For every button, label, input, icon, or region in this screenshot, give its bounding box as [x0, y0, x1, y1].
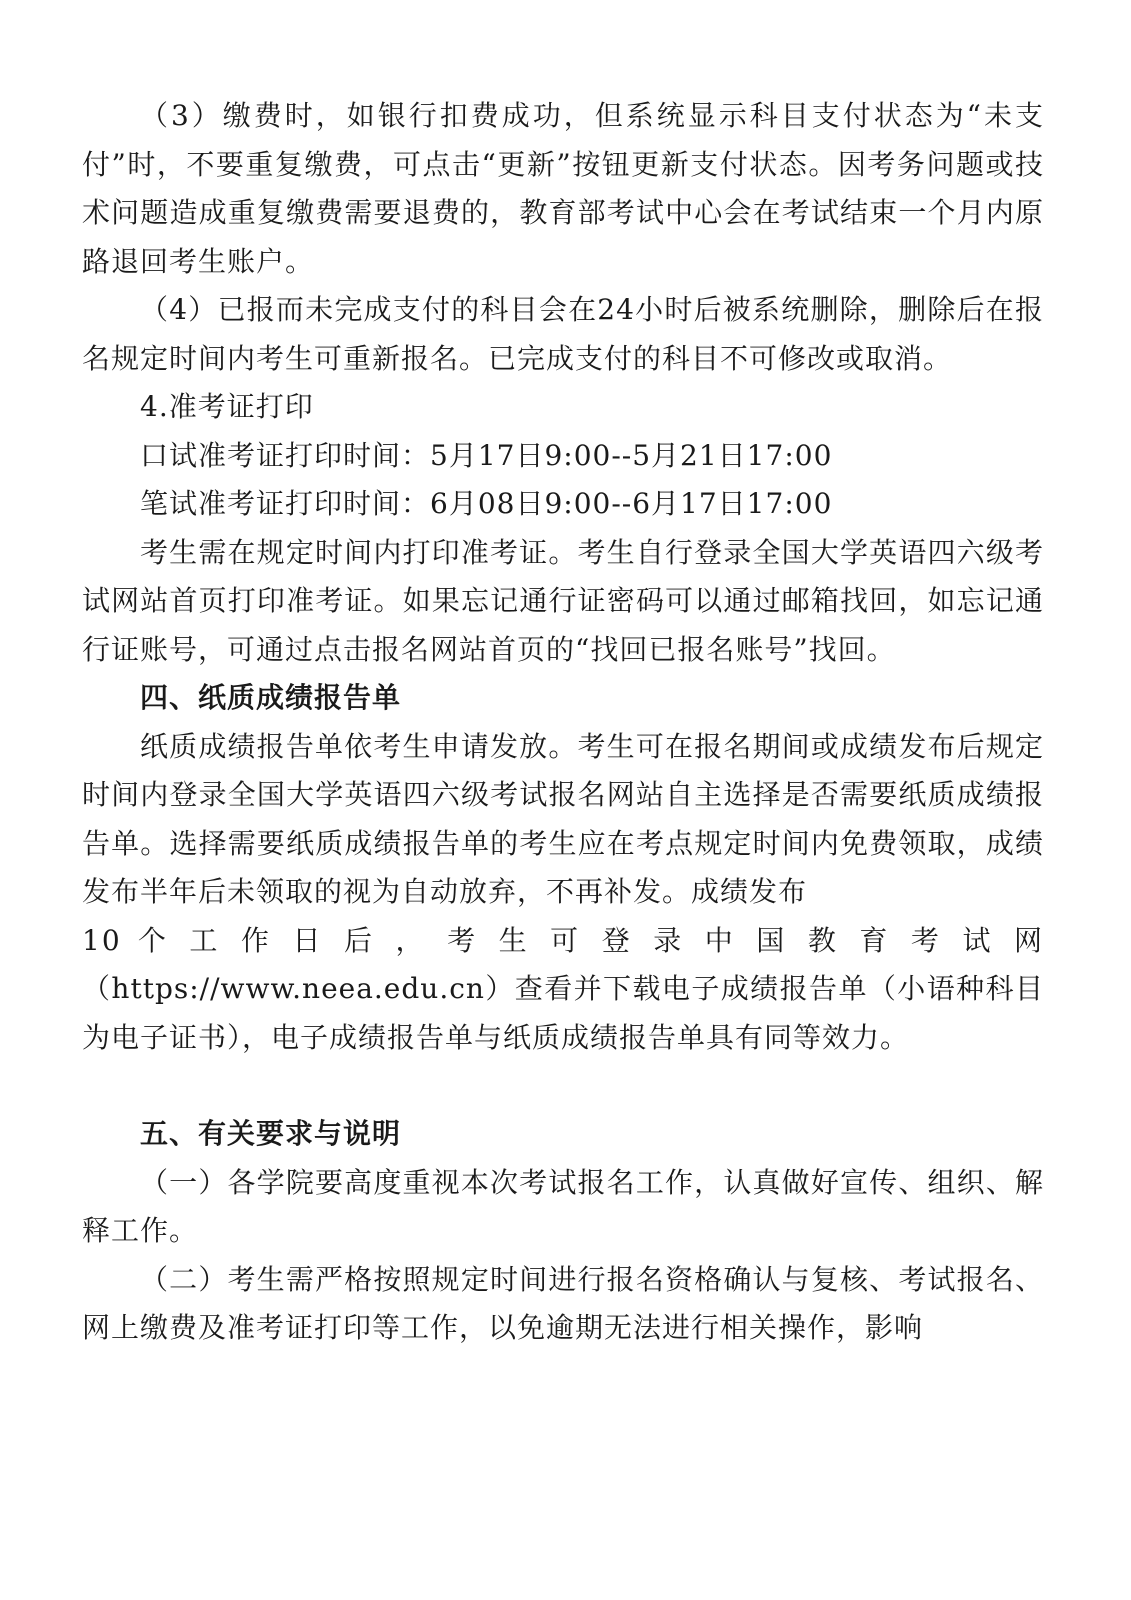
paragraph-payment-status: （3）缴费时，如银行扣费成功，但系统显示科目支付状态为“未支付”时，不要重复缴费，可点击“更新”按钮更新支付状态。因考务问题或技术问题造成重复缴费需要退费的，教育部考试中心会在考试结束一个月内原路退回考生账户。 [82, 99, 1044, 278]
paragraph-ticket-instructions: 考生需在规定时间内打印准考证。考生自行登录全国大学英语四六级考试网站首页打印准考证。如果忘记通行证密码可以通过邮箱找回，如忘记通行证账号，可通过点击报名网站首页的“找回已报名账号”找回。 [82, 535, 1044, 666]
requirement-item-2: （二）考生需严格按照规定时间进行报名资格确认与复核、考试报名、网上缴费及准考证打印等工作，以免逾期无法进行相关操作，影响 [82, 1262, 1044, 1344]
score-report-text-end: （https://www.neea.edu.cn）查看并下载电子成绩报告单（小语种科目为电子证书），电子成绩报告单与纸质成绩报告单具有同等效力。 [82, 972, 1044, 1054]
score-report-text: 纸质成绩报告单依考生申请发放。考生可在报名期间或成绩发布后规定时间内登录全国大学英语四六级考试报名网站自主选择是否需要纸质成绩报告单。选择需要纸质成绩报告单的考生应在考点规定时间内免费领取，成绩发布半年后未领取的视为自动放弃，不再补发。成绩发布 [82, 729, 1044, 908]
written-ticket-print-time: 笔试准考证打印时间：6月08日9:00--6月17日17:00 [140, 487, 833, 520]
heading-requirements: 五、有关要求与说明 [140, 1117, 402, 1150]
paragraph-paper-score-report [82, 723, 1044, 1063]
score-report-text-line: 10 个 工 作 日 后 ， 考 生 可 登 录 中 国 教 育 考 试 网 [82, 923, 1044, 957]
section-title-admission-ticket: 4.准考证打印 [140, 390, 314, 423]
document-page [82, 92, 1044, 1353]
oral-ticket-print-time: 口试准考证打印时间：5月17日9:00--5月21日17:00 [140, 438, 833, 472]
heading-paper-score-report: 四、纸质成绩报告单 [140, 681, 402, 714]
requirement-item-1: （一）各学院要高度重视本次考试报名工作，认真做好宣传、组织、解释工作。 [82, 1165, 1044, 1247]
spacer [82, 1062, 1044, 1110]
paragraph-unpaid-deletion: （4）已报而未完成支付的科目会在24小时后被系统删除，删除后在报名规定时间内考生可重新报名。已完成支付的科目不可修改或取消。 [82, 293, 1044, 375]
